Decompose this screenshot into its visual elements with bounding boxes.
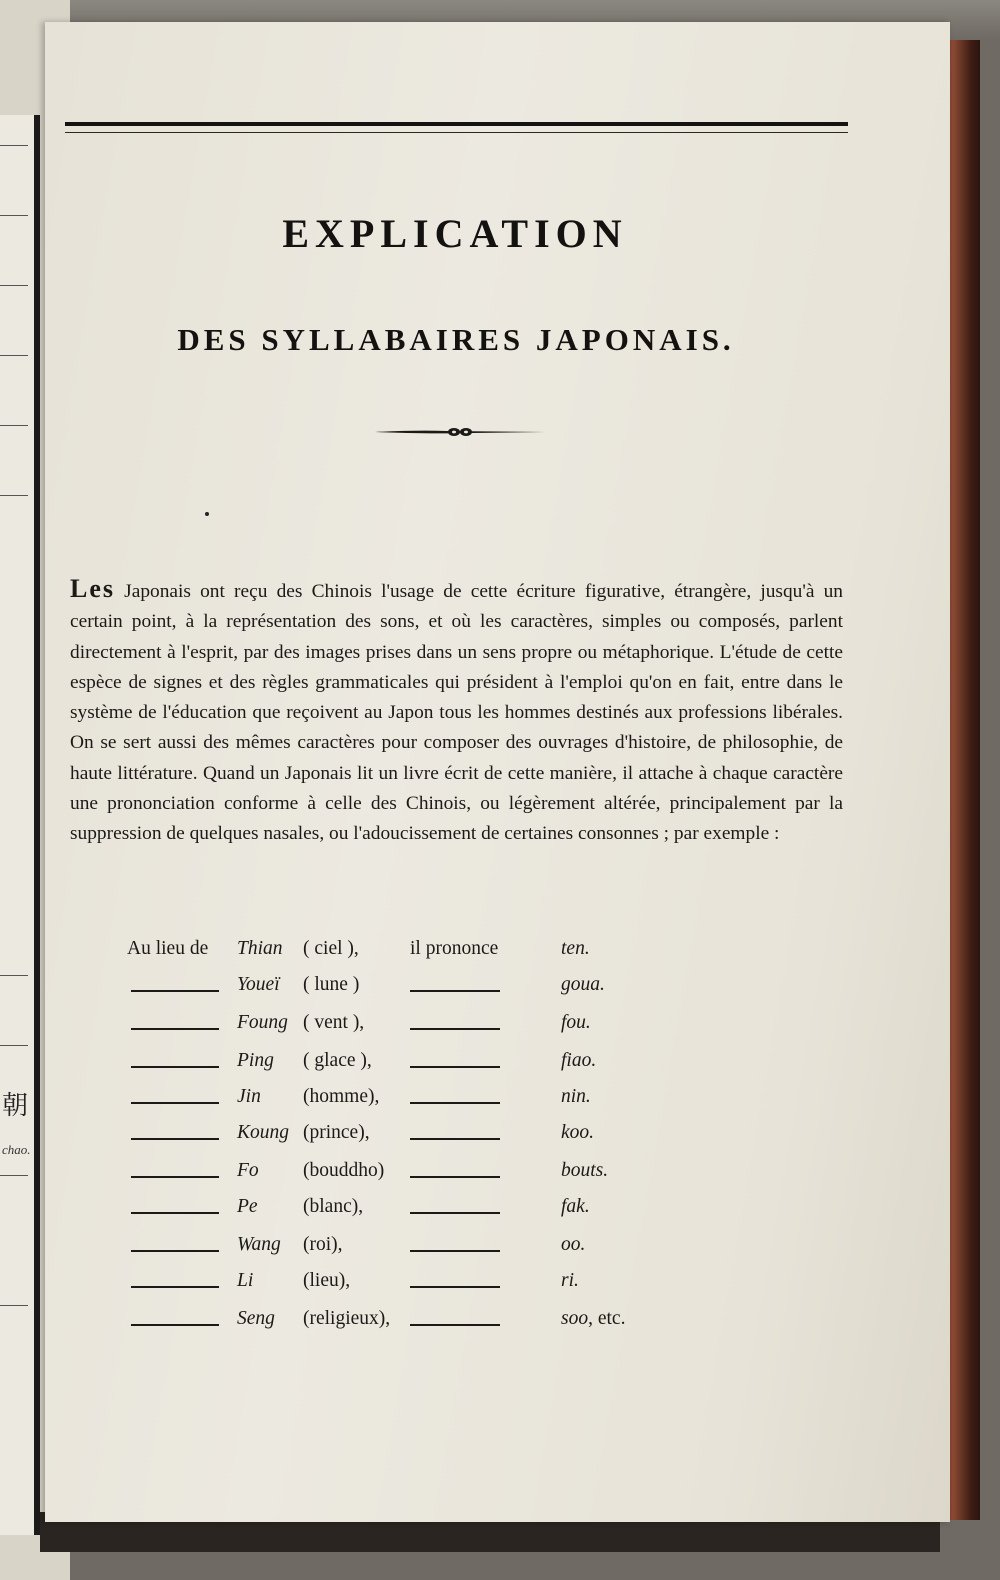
word-gloss: ( ciel ),: [303, 938, 359, 959]
word-gloss: (religieux),: [303, 1308, 391, 1329]
word-gloss: (bouddho): [303, 1160, 385, 1181]
japanese-reading-text: oo.: [561, 1234, 586, 1255]
japanese-reading: [561, 1160, 608, 1182]
ditto-dash: [410, 1212, 500, 1214]
japanese-reading-text: ten.: [561, 938, 590, 959]
drop-cap-word: Les: [70, 574, 115, 603]
example-verb: il prononce: [410, 938, 499, 959]
word-gloss: ( glace ),: [303, 1050, 372, 1071]
word-gloss: ( vent ),: [303, 1012, 365, 1033]
left-page-edge: [0, 115, 40, 1535]
chinese-word: Thian: [237, 938, 283, 959]
japanese-reading: [561, 974, 605, 996]
japanese-reading: [561, 938, 590, 960]
japanese-reading-text: koo.: [561, 1122, 595, 1143]
chinese-word: Pe: [237, 1196, 258, 1217]
ditto-dash: [410, 1176, 500, 1178]
chinese-word: Youeï: [237, 974, 280, 995]
japanese-reading: [561, 1050, 596, 1072]
ditto-dash: [131, 1286, 219, 1288]
ditto-dash: [410, 1138, 500, 1140]
left-page-glyph: 朝: [2, 1091, 29, 1121]
example-prefix: Au lieu de: [127, 938, 209, 959]
example-row: [127, 1308, 687, 1338]
word-gloss: (roi),: [303, 1234, 343, 1255]
japanese-reading-text: bouts.: [561, 1160, 609, 1181]
ditto-dash: [410, 1324, 500, 1326]
japanese-reading: [561, 1086, 591, 1108]
example-row: [127, 1122, 687, 1152]
ditto-dash: [131, 1212, 219, 1214]
japanese-reading-text: fiao.: [561, 1050, 597, 1071]
ditto-dash: [131, 1176, 219, 1178]
japanese-reading-text: nin.: [561, 1086, 591, 1107]
word-gloss: ( lune ): [303, 974, 360, 995]
example-row: [127, 1270, 687, 1300]
ditto-dash: [131, 1324, 219, 1326]
header-rule-thick: [65, 122, 848, 126]
japanese-reading: [561, 1012, 591, 1034]
example-row: [127, 1050, 687, 1080]
example-row: [127, 1160, 687, 1190]
example-row: [127, 974, 687, 1004]
document-page: [45, 22, 950, 1522]
japanese-reading: [561, 1234, 585, 1256]
example-row: [127, 1234, 687, 1264]
example-row: [127, 938, 687, 968]
chinese-word: Li: [237, 1270, 254, 1291]
ornament-divider: [375, 422, 545, 442]
chinese-word: Fo: [237, 1160, 259, 1181]
japanese-reading-text: fak.: [561, 1196, 590, 1217]
ditto-dash: [131, 1066, 219, 1068]
ditto-dash: [131, 1138, 219, 1140]
ditto-dash: [410, 1028, 500, 1030]
japanese-reading: [561, 1270, 579, 1292]
ink-spot: [205, 512, 209, 516]
ditto-dash: [410, 1286, 500, 1288]
japanese-reading-text: goua.: [561, 974, 605, 995]
ditto-dash: [410, 1250, 500, 1252]
ditto-dash: [131, 1102, 219, 1104]
page-subtitle: DES SYLLABAIRES JAPONAIS.: [177, 322, 735, 357]
page-title: EXPLICATION: [282, 211, 628, 256]
japanese-reading: [561, 1122, 594, 1144]
chinese-word: Koung: [237, 1122, 290, 1143]
example-row: [127, 1196, 687, 1226]
japanese-reading: [561, 1308, 625, 1330]
ditto-dash: [131, 1250, 219, 1252]
ditto-dash: [410, 1102, 500, 1104]
chinese-word: Ping: [237, 1050, 274, 1071]
paragraph-text: Japonais ont reçu des Chinois l'usage de cette écriture figurative, étrangère, jusqu'à un certain point, à la représentation des sons, et où les caractères, simples ou composés, parlent directement à l'esprit, par des images prises dans un sens propre ou métaphorique. L'étude de cette espèce de signes et des règles grammaticales qui président à l'emploi qu'on en fait, entre dans le système de l'éducation que reçoivent au Japon tous les hommes destinés aux professions libérales. On se sert aussi des mêmes caractères pour composer des ouvrages d'histoire, de philosophie, de haute littérature. Quand un Japonais lit un livre écrit de cette manière, il attache à chaque caractère une prononciation conforme à celle des Chinois, ou légèrement altérée, principalement par la suppression de quelques nasales, ou l'adoucissement de certaines consonnes ; par exemple :: [70, 581, 843, 845]
header-rule-thin: [65, 132, 848, 133]
japanese-reading: [561, 1196, 590, 1218]
ditto-dash: [410, 990, 500, 992]
word-gloss: (prince),: [303, 1122, 370, 1143]
japanese-reading-text: ri.: [561, 1270, 579, 1291]
chinese-word: Jin: [237, 1086, 261, 1107]
japanese-reading-text: fou.: [561, 1012, 591, 1033]
chinese-word: Wang: [237, 1234, 281, 1255]
ditto-dash: [131, 990, 219, 992]
japanese-reading-text: soo: [561, 1308, 589, 1329]
ditto-dash: [410, 1066, 500, 1068]
left-page-note: chao.: [2, 1142, 31, 1157]
chinese-word: Foung: [237, 1012, 288, 1033]
body-paragraph: [70, 574, 843, 850]
etc-suffix: , etc.: [588, 1308, 626, 1329]
word-gloss: (lieu),: [303, 1270, 351, 1291]
word-gloss: (homme),: [303, 1086, 380, 1107]
example-row: [127, 1086, 687, 1116]
word-gloss: (blanc),: [303, 1196, 364, 1217]
ditto-dash: [131, 1028, 219, 1030]
example-row: [127, 1012, 687, 1042]
chinese-word: Seng: [237, 1308, 275, 1329]
